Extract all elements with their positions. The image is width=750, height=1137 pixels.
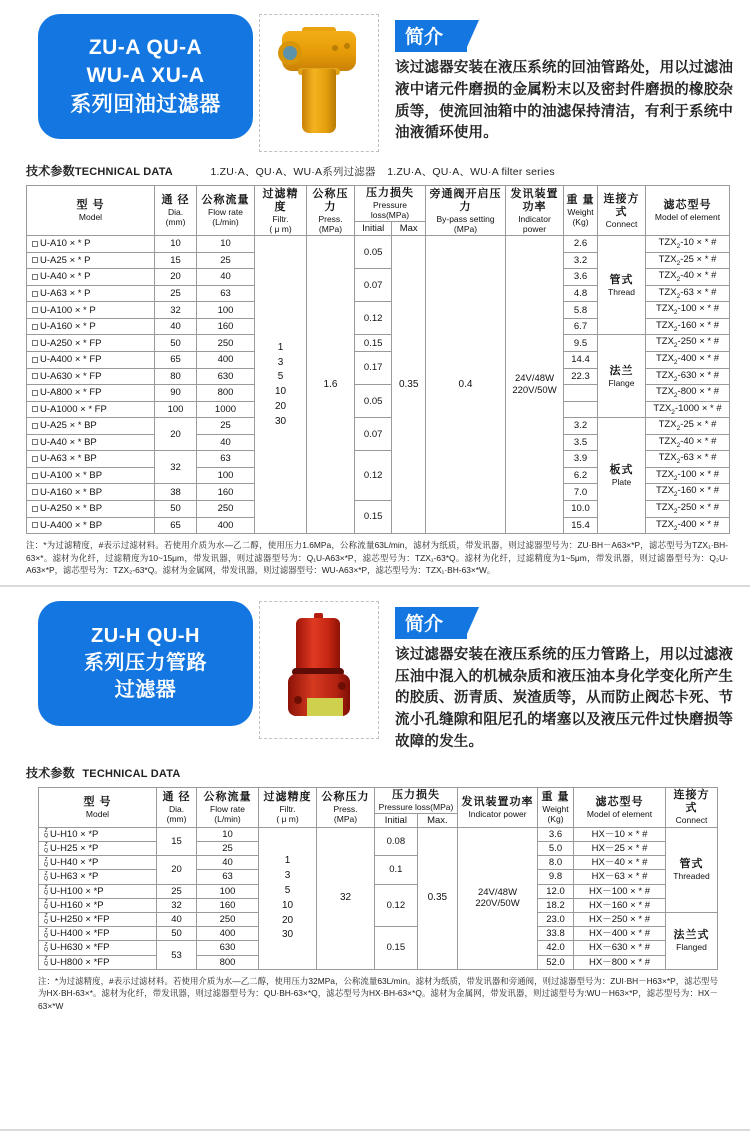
product-badge-zu-h xyxy=(38,601,253,726)
cell-model: U-A630 × * FP xyxy=(27,368,155,385)
checkbox-icon[interactable] xyxy=(32,241,38,247)
cell-dia: 100 xyxy=(155,401,197,418)
cell-dia: 10 xyxy=(155,236,197,253)
th-flow: 公称流量 Flow rate (L/min) xyxy=(197,186,255,236)
cell-dia: 40 xyxy=(157,913,197,927)
cell-weight: 3.6 xyxy=(564,269,598,286)
badge-line-2: WU-A XU-A xyxy=(86,64,205,88)
cell-press: 1.6 xyxy=(307,236,355,534)
badge-line-1: ZU-A QU-A xyxy=(88,35,203,59)
indicator-power-line: 220V/50W xyxy=(512,384,557,396)
th-connect: 连接方式 Connect xyxy=(666,787,718,827)
cell-ploss-initial: 0.12 xyxy=(355,451,392,501)
intro-block-zu-a xyxy=(379,14,740,145)
cell-dia: 32 xyxy=(157,898,197,912)
spec-table-1-wrapper xyxy=(0,185,750,534)
cell-weight: 2.6 xyxy=(564,236,598,253)
filter-drum xyxy=(296,618,340,670)
table-row xyxy=(39,927,718,941)
spec-table-zu-h xyxy=(38,787,718,970)
table-row xyxy=(27,236,730,253)
cell-element: HX－10 × * # xyxy=(574,827,666,841)
value-item: 1 xyxy=(277,341,284,353)
cell-weight: 14.4 xyxy=(564,352,598,369)
th-filtr: 过滤精度 Filtr. ( μ m) xyxy=(255,186,307,236)
table-1-note: 注：*为过滤精度，#表示过滤材料。若使用介质为水—乙二醇，使用压力1.6MPa，公称流量63L/min，滤材为纸质，带发讯器，则过滤器型号为：ZU·BH－A63×*P，滤芯型号为TZX₁·BH-63×*。滤材为化纤，过滤精度为10~15μm，带发讯器，则过滤器型号为：Q₁U-A63×*P，滤芯型号为：TZX₁-63*Q。滤材为化纤，过滤精度为1~5μm，带发讯器，则过滤器型号为：Q₂U-A63×*P，滤芯型号为：TZX₂-63*Q。滤材为金属网，带发讯器，则过滤器型号：WU-A63×*P，滤芯型号为：TZX₁·BH-63×*W。 xyxy=(26,540,728,576)
badge-line-3: 系列回油过滤器 xyxy=(70,92,221,116)
hero-zu-a xyxy=(0,0,750,152)
cell-weight: 4.8 xyxy=(564,285,598,302)
cell-element: $TZX_2-40$ × * # xyxy=(646,269,730,286)
cell-dia: 15 xyxy=(157,827,197,855)
th-dia: 通 径 Dia. (mm) xyxy=(155,186,197,236)
filter-bowl xyxy=(302,69,336,133)
cell-weight: 3.9 xyxy=(564,451,598,468)
badge-line-1: ZU-H QU-H xyxy=(91,624,200,647)
cell-element: $TZX_2-63$ × * # xyxy=(646,285,730,302)
cell-flow: 630 xyxy=(197,941,259,955)
return-line-filter-illustration xyxy=(276,27,362,139)
cell-ploss-max: 0.35 xyxy=(392,236,426,534)
value-item: 3 xyxy=(277,356,284,368)
value-item: 5 xyxy=(277,371,284,383)
cell-flow: 40 xyxy=(197,856,259,870)
cell-model: Z Q U-H250 × *FP xyxy=(39,913,157,927)
cell-element: $TZX_2-63$ × * # xyxy=(646,451,730,468)
bottom-divider xyxy=(0,1129,750,1131)
cell-weight: 52.0 xyxy=(538,955,574,969)
cell-dia: 80 xyxy=(155,368,197,385)
product-photo-zu-a xyxy=(259,14,379,152)
th-connect: 连接方式 Connect xyxy=(598,186,646,236)
cell-flow: 160 xyxy=(197,318,255,335)
cell-ploss-initial: 0.07 xyxy=(355,418,392,451)
th-filtr: 过滤精度 Filtr. ( μ m) xyxy=(259,787,317,827)
cell-element: $TZX_2-400$ × * # xyxy=(646,352,730,369)
intro-block-zu-h xyxy=(379,601,740,754)
cell-weight: 6.2 xyxy=(564,467,598,484)
cell-flow: 250 xyxy=(197,913,259,927)
cell-element: $TZX_2-100$ × * # xyxy=(646,302,730,319)
model-prefix: Z Q xyxy=(44,927,49,939)
cell-ploss-initial: 0.15 xyxy=(375,927,418,970)
cell-model: U-A250 × * FP xyxy=(27,335,155,352)
cell-element: $TZX_2-40$ × * # xyxy=(646,434,730,451)
cell-element: $TZX_2-160$ × * # xyxy=(646,484,730,501)
cell-model: U-A25 × * P xyxy=(27,252,155,269)
cell-ploss-initial: 0.12 xyxy=(375,884,418,927)
series-subtitle-en: 1.ZU·A、QU·A、WU·A filter series xyxy=(387,166,555,178)
cell-connect: 管式 Thread xyxy=(598,236,646,335)
cell-flow: 100 xyxy=(197,467,255,484)
th-ploss-initial: Initial xyxy=(355,222,392,236)
cell-weight: 3.5 xyxy=(564,434,598,451)
technical-data-cn: 技术参数 xyxy=(26,765,75,780)
th-model: 型 号 Model xyxy=(27,186,155,236)
cell-model: U-A400 × * BP xyxy=(27,517,155,534)
cell-flow: 400 xyxy=(197,517,255,534)
cell-connect: 板式 Plate xyxy=(598,418,646,534)
cell-weight: 12.0 xyxy=(538,884,574,898)
cell-weight: 3.6 xyxy=(538,827,574,841)
table-row xyxy=(39,827,718,841)
th-element: 滤芯型号 Model of element xyxy=(574,787,666,827)
th-indicator: 发讯装置 功率 Indicator power xyxy=(506,186,564,236)
cell-model: U-A160 × * P xyxy=(27,318,155,335)
checkbox-icon[interactable] xyxy=(32,439,38,445)
cell-flow: 40 xyxy=(197,269,255,286)
cell-dia: 90 xyxy=(155,385,197,402)
value-item: 5 xyxy=(284,885,291,897)
cell-ploss-initial: 0.05 xyxy=(355,236,392,269)
intro-text: 该过滤器安装在液压系统的压力管路上，用以过滤液压油中混入的机械杂质和液压油本身化学变化所产生的胶质、沥青质、炭渣质等，从而防止阀芯卡死、节流小孔缝隙和阻尼孔的堵塞以及液压元件过快磨损等故障的发生。 xyxy=(395,646,734,750)
cell-element: $TZX_2-800$ × * # xyxy=(646,385,730,402)
cell-element: HX－100 × * # xyxy=(574,884,666,898)
cell-flow: 63 xyxy=(197,451,255,468)
th-pressure-loss: 压力损失 Pressure loss(MPa) xyxy=(355,186,426,222)
cell-connect: 法兰 Flange xyxy=(598,335,646,418)
filter-port xyxy=(278,41,302,65)
badge-line-2: 系列压力管路 xyxy=(84,651,207,674)
cell-dia: 50 xyxy=(155,335,197,352)
cell-flow: 10 xyxy=(197,827,259,841)
cell-flow: 160 xyxy=(197,484,255,501)
cell-indicator xyxy=(506,236,564,534)
value-item: 3 xyxy=(284,870,291,882)
table-row xyxy=(27,335,730,352)
cell-dia: 40 xyxy=(155,318,197,335)
cell-flow: 400 xyxy=(197,352,255,369)
cell-connect: 管式 Threaded xyxy=(666,827,718,912)
model-prefix: Z Q xyxy=(44,856,49,868)
th-indicator: 发讯装置功率 Indicator power xyxy=(458,787,538,827)
cell-weight: 5.8 xyxy=(564,302,598,319)
cell-model: U-A40 × * P xyxy=(27,269,155,286)
technical-data-cn: 技术参数 xyxy=(26,164,75,178)
cell-weight: 18.2 xyxy=(538,898,574,912)
cell-dia: 20 xyxy=(155,418,197,451)
cell-dia: 38 xyxy=(155,484,197,501)
cell-dia: 32 xyxy=(155,302,197,319)
cell-model: U-A800 × * FP xyxy=(27,385,155,402)
checkbox-icon[interactable] xyxy=(32,390,38,396)
indicator-power-line: 220V/50W xyxy=(475,898,520,910)
cell-weight: 10.0 xyxy=(564,500,598,517)
intro-tag: 简介 xyxy=(395,20,467,52)
cell-model: Z Q U-H100 × *P xyxy=(39,884,157,898)
cell-element: HX－400 × * # xyxy=(574,927,666,941)
cell-weight xyxy=(564,401,598,418)
pressure-line-filter-illustration xyxy=(274,612,364,728)
cell-element: $TZX_2-10$ × * # xyxy=(646,236,730,253)
th-weight: 重 量 Weight (Kg) xyxy=(538,787,574,827)
hero-zu-h xyxy=(0,587,750,754)
cell-flow: 63 xyxy=(197,870,259,884)
checkbox-icon[interactable] xyxy=(32,506,38,512)
checkbox-icon[interactable] xyxy=(32,274,38,280)
cell-element: HX－40 × * # xyxy=(574,856,666,870)
cell-element: $TZX_2-400$ × * # xyxy=(646,517,730,534)
checkbox-icon[interactable] xyxy=(32,373,38,379)
value-item: 20 xyxy=(274,400,287,412)
model-prefix: Z Q xyxy=(44,913,49,925)
cell-element: $TZX_2-25$ × * # xyxy=(646,252,730,269)
value-item: 1 xyxy=(284,855,291,867)
cell-weight: 8.0 xyxy=(538,856,574,870)
cell-weight: 6.7 xyxy=(564,318,598,335)
cell-element: $TZX_2-25$ × * # xyxy=(646,418,730,435)
cell-weight: 15.4 xyxy=(564,517,598,534)
th-element: 滤芯型号 Model of element xyxy=(646,186,730,236)
checkbox-icon[interactable] xyxy=(32,423,38,429)
cell-model: U-A10 × * P xyxy=(27,236,155,253)
th-flow: 公称流量 Flow rate (L/min) xyxy=(197,787,259,827)
value-item: 30 xyxy=(274,415,287,427)
cell-model: Z Q U-H63 × *P xyxy=(39,870,157,884)
cell-weight: 23.0 xyxy=(538,913,574,927)
value-item: 20 xyxy=(281,914,294,926)
cell-element: $TZX_2-250$ × * # xyxy=(646,500,730,517)
cell-flow: 25 xyxy=(197,252,255,269)
cell-dia: 25 xyxy=(155,285,197,302)
technical-data-heading-2 xyxy=(26,764,750,781)
model-prefix: Z Q xyxy=(44,870,49,882)
cell-model: Z Q U-H400 × *FP xyxy=(39,927,157,941)
cell-dia: 32 xyxy=(155,451,197,484)
table-row xyxy=(39,884,718,898)
cell-model: U-A250 × * BP xyxy=(27,500,155,517)
cell-flow: 10 xyxy=(197,236,255,253)
cell-dia: 20 xyxy=(157,856,197,884)
cell-model: U-A100 × * BP xyxy=(27,467,155,484)
table-header-row xyxy=(27,186,730,222)
cell-press: 32 xyxy=(317,827,375,969)
cell-flow: 400 xyxy=(197,927,259,941)
intro-text: 该过滤器安装在液压系统的回油管路处，用以过滤油液中诸元件磨损的金属粉末以及密封件磨损的橡胶杂质等，使流回油箱中的油滤保持清洁，有利于系统中油液循环使用。 xyxy=(395,60,734,142)
series-subtitle-cn: 1.ZU·A、QU·A、WU·A系列过滤器 xyxy=(210,166,376,178)
model-prefix: Z Q xyxy=(44,884,49,897)
cell-weight: 7.0 xyxy=(564,484,598,501)
table-2-note: 注：*为过滤精度，#表示过滤材料。若使用介质为水—乙二醇，使用压力32MPa，公称流量63L/min。滤材为纸质，带发讯器和旁通阀，则过滤器型号为：ZUI·BH－H63×*P，滤芯型号为HX·BH-63×*。滤材为化纤，带发讯器，则过滤器型号为：QU·BH-63×*Q，滤芯型号为HX·BH-63×*Q。滤材为金属网，带发讯器，则过滤型号为:WU－H63×*P，滤芯型号为：HX－63×*W xyxy=(38,975,718,1012)
filter-port xyxy=(338,682,346,690)
model-prefix: Z Q xyxy=(44,828,49,840)
cell-ploss-initial: 0.15 xyxy=(355,500,392,533)
cell-model: U-A160 × * BP xyxy=(27,484,155,501)
cell-weight: 22.3 xyxy=(564,368,598,385)
cell-model: U-A1000 × * FP xyxy=(27,401,155,418)
indicator-power-line: 24V/48W xyxy=(477,887,518,899)
filter-bolt xyxy=(332,45,338,51)
th-weight: 重 量 Weight (Kg) xyxy=(564,186,598,236)
th-ploss-max: Max xyxy=(392,222,426,236)
cell-element: HX－25 × * # xyxy=(574,842,666,856)
cell-flow: 25 xyxy=(197,418,255,435)
cell-element: $TZX_2-160$ × * # xyxy=(646,318,730,335)
cell-weight: 5.0 xyxy=(538,842,574,856)
cell-model: U-A100 × * P xyxy=(27,302,155,319)
cell-flow: 160 xyxy=(197,898,259,912)
checkbox-icon[interactable] xyxy=(32,340,38,346)
table-row xyxy=(27,418,730,435)
cell-element: HX－250 × * # xyxy=(574,913,666,927)
cell-ploss-initial: 0.12 xyxy=(355,302,392,335)
cell-weight: 42.0 xyxy=(538,941,574,955)
th-bypass: 旁通阀开启压力 By-pass setting (MPa) xyxy=(426,186,506,236)
cell-ploss-initial: 0.07 xyxy=(355,269,392,302)
checkbox-icon[interactable] xyxy=(32,324,38,330)
checkbox-icon[interactable] xyxy=(32,257,38,263)
th-ploss-initial: Initial xyxy=(375,813,418,827)
value-item: 10 xyxy=(274,386,287,398)
intro-tag: 简介 xyxy=(395,607,467,639)
cell-flow: 630 xyxy=(197,368,255,385)
technical-data-heading-1 xyxy=(26,162,750,179)
cell-ploss-initial: 0.17 xyxy=(355,352,392,385)
cell-model: U-A63 × * P xyxy=(27,285,155,302)
cell-weight: 9.8 xyxy=(538,870,574,884)
checkbox-icon[interactable] xyxy=(32,489,38,495)
checkbox-icon[interactable] xyxy=(32,456,38,462)
cell-element: $TZX_2-100$ × * # xyxy=(646,467,730,484)
checkbox-icon[interactable] xyxy=(32,291,38,297)
value-item: 30 xyxy=(281,929,294,941)
cell-weight: 3.2 xyxy=(564,252,598,269)
cell-dia: 50 xyxy=(155,500,197,517)
cell-flow: 40 xyxy=(197,434,255,451)
spec-table-zu-a xyxy=(26,185,730,534)
section-zu-h xyxy=(0,587,750,1013)
cell-element: $TZX_2-630$ × * # xyxy=(646,368,730,385)
cell-weight: 33.8 xyxy=(538,927,574,941)
cell-element: $TZX_2-250$ × * # xyxy=(646,335,730,352)
filter-label xyxy=(307,698,343,716)
cell-element: HX－63 × * # xyxy=(574,870,666,884)
model-prefix: Z Q xyxy=(44,941,49,953)
technical-data-en: TECHNICAL DATA xyxy=(74,166,173,178)
cell-ploss-max: 0.35 xyxy=(417,827,457,969)
indicator-power-line: 24V/48W xyxy=(514,373,555,385)
model-prefix: Z Q xyxy=(44,955,49,968)
cell-connect: 法兰式 Flanged xyxy=(666,913,718,970)
table-header-row xyxy=(39,787,718,813)
cell-element: HX－630 × * # xyxy=(574,941,666,955)
cell-weight: 9.5 xyxy=(564,335,598,352)
cell-dia: 53 xyxy=(157,941,197,969)
cell-ploss-initial: 0.05 xyxy=(355,385,392,418)
cell-dia: 65 xyxy=(155,352,197,369)
cell-dia: 20 xyxy=(155,269,197,286)
filter-port xyxy=(294,696,302,704)
cell-ploss-initial: 0.15 xyxy=(355,335,392,352)
cell-flow: 1000 xyxy=(197,401,255,418)
cell-model: Z Q U-H160 × *P xyxy=(39,898,157,912)
model-prefix: Z Q xyxy=(44,842,49,854)
checkbox-icon[interactable] xyxy=(32,406,38,412)
cell-dia: 15 xyxy=(155,252,197,269)
cell-filtr xyxy=(255,236,307,534)
cell-flow: 800 xyxy=(197,955,259,969)
cell-bypass: 0.4 xyxy=(426,236,506,534)
product-badge-zu-a xyxy=(38,14,253,139)
model-prefix: Z Q xyxy=(44,899,49,911)
cell-model: Z Q U-H10 × *P xyxy=(39,827,157,841)
cell-weight: 3.2 xyxy=(564,418,598,435)
checkbox-icon[interactable] xyxy=(32,307,38,313)
cell-model: U-A25 × * BP xyxy=(27,418,155,435)
cell-element: HX－800 × * # xyxy=(574,955,666,969)
cell-flow: 100 xyxy=(197,302,255,319)
cell-ploss-initial: 0.1 xyxy=(375,856,418,884)
cell-dia: 65 xyxy=(155,517,197,534)
table-row xyxy=(39,856,718,870)
cell-dia: 50 xyxy=(157,927,197,941)
th-ploss-max: Max. xyxy=(417,813,457,827)
cell-model: Z Q U-H630 × *FP xyxy=(39,941,157,955)
cell-indicator xyxy=(458,827,538,969)
cell-model: U-A400 × * FP xyxy=(27,352,155,369)
th-press: 公称压力 Press. (MPa) xyxy=(317,787,375,827)
cell-flow: 25 xyxy=(197,842,259,856)
badge-line-3: 过滤器 xyxy=(114,678,177,701)
cell-model: U-A40 × * BP xyxy=(27,434,155,451)
th-pressure-loss: 压力损失 Pressure loss(MPa) xyxy=(375,787,458,813)
cell-ploss-initial: 0.08 xyxy=(375,827,418,855)
cell-flow: 250 xyxy=(197,335,255,352)
th-model: 型 号 Model xyxy=(39,787,157,827)
cell-flow: 100 xyxy=(197,884,259,898)
checkbox-icon[interactable] xyxy=(32,357,38,363)
technical-data-en: TECHNICAL DATA xyxy=(82,767,181,780)
checkbox-icon[interactable] xyxy=(32,522,38,528)
value-item: 10 xyxy=(281,899,294,911)
cell-model: Z Q U-H40 × *P xyxy=(39,856,157,870)
cell-element: $TZX_2-1000$ × * # xyxy=(646,401,730,418)
cell-flow: 250 xyxy=(197,500,255,517)
spec-table-2-wrapper xyxy=(0,787,750,970)
product-photo-zu-h xyxy=(259,601,379,739)
cell-weight xyxy=(564,385,598,402)
cell-filtr xyxy=(259,827,317,969)
filter-bolt xyxy=(344,43,350,49)
th-dia: 通 径 Dia. (mm) xyxy=(157,787,197,827)
th-press: 公称压力 Press. (MPa) xyxy=(307,186,355,236)
cell-flow: 63 xyxy=(197,285,255,302)
cell-flow: 800 xyxy=(197,385,255,402)
cell-model: U-A63 × * BP xyxy=(27,451,155,468)
cell-model: Z Q U-H25 × *P xyxy=(39,842,157,856)
cell-model: Z Q U-H800 × *FP xyxy=(39,955,157,969)
checkbox-icon[interactable] xyxy=(32,473,38,479)
cell-dia: 25 xyxy=(157,884,197,898)
cell-element: HX－160 × * # xyxy=(574,898,666,912)
